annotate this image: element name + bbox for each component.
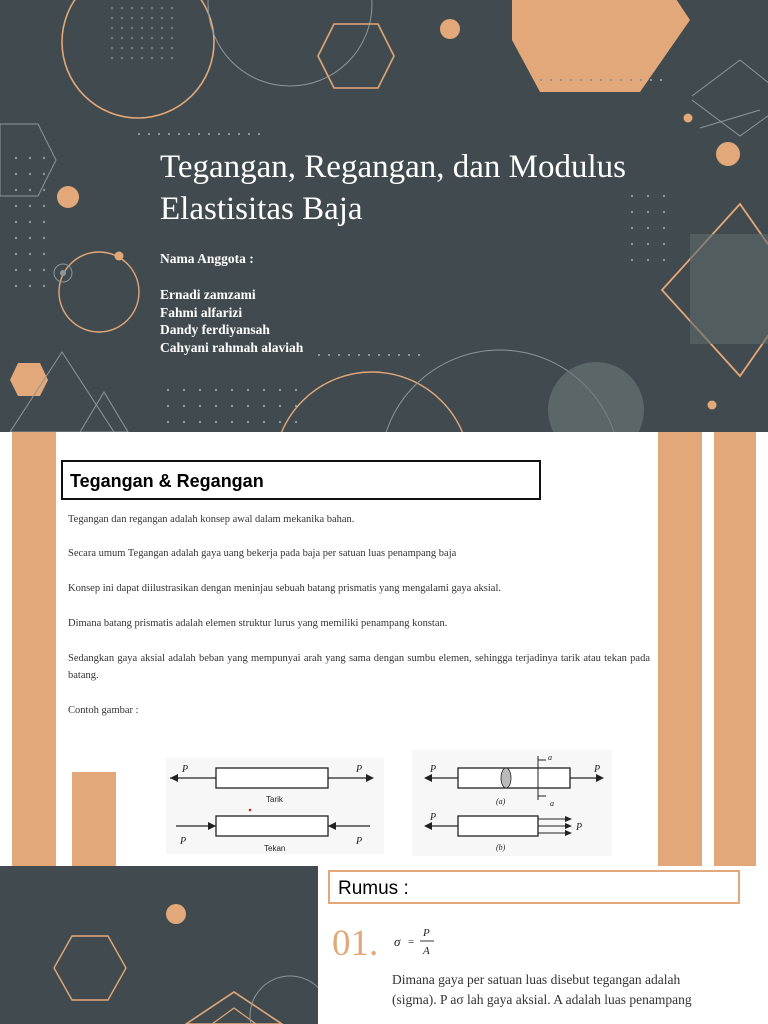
- paragraph: Sedangkan gaya aksial adalah beban yang mempunyai arah yang sama dengan sumbu elemen, sehingga terjadinya tarik atau tekan pada batang.: [68, 653, 650, 681]
- force-label-P: P: [180, 836, 187, 847]
- force-label-P: P: [356, 836, 363, 847]
- deco-circle-large: [62, 0, 214, 118]
- accent-bar-right: [658, 432, 702, 866]
- force-label-P: P: [594, 764, 601, 775]
- decorative-shapes: [0, 866, 318, 1024]
- deco-hexagon-small-filled: [10, 363, 48, 396]
- content-slide: [0, 432, 768, 866]
- deco-orbit: [59, 252, 139, 332]
- member-name: Dandy ferdiyansah: [160, 322, 270, 337]
- title-slide: [0, 0, 768, 432]
- formula-denominator: A: [423, 945, 430, 957]
- deco-hexagon-left: [0, 124, 56, 196]
- formula-description: Dimana gaya per satuan luas disebut tegangan adalah (sigma). P aσ lah gaya aksial. A adalah luas penampang: [392, 972, 692, 1007]
- formula-heading-box: [328, 870, 740, 904]
- deco-circle-grey: [208, 0, 372, 86]
- paragraph: Tegangan dan regangan adalah konsep awal dalam mekanika bahan.: [68, 514, 355, 525]
- deco-dot: [708, 401, 717, 410]
- force-label-P: P: [356, 764, 363, 775]
- deco-dot: [440, 19, 460, 39]
- section-label-a: a: [550, 799, 554, 808]
- member-name: Fahmi alfarizi: [160, 305, 243, 320]
- accent-bar-left: [12, 432, 56, 866]
- tension-label: Tarik: [266, 795, 283, 804]
- section-heading: Tegangan & Regangan: [70, 471, 264, 491]
- paragraph: Secara umum Tegangan adalah gaya uang bekerja pada baja per satuan luas penampang baja: [68, 548, 457, 559]
- force-label-P: P: [576, 822, 583, 833]
- accent-bar-right: [714, 432, 756, 866]
- force-label-P: P: [182, 764, 189, 775]
- deco-dot: [684, 114, 693, 123]
- deco-arc-bottom: [274, 372, 470, 432]
- force-label-P: P: [430, 764, 437, 775]
- deco-hexagon-top: [318, 24, 394, 88]
- formula-numerator: P: [423, 927, 430, 939]
- figure-axial-section: [412, 750, 612, 856]
- item-number: 01.: [332, 923, 379, 964]
- members-label: Nama Anggota :: [160, 251, 254, 266]
- deco-dot: [57, 186, 79, 208]
- formula-heading: Rumus :: [338, 878, 409, 899]
- figure-tension-compression: [166, 758, 384, 854]
- formula-slide-right: [318, 866, 768, 1024]
- compression-label: Tekan: [264, 844, 286, 853]
- section-heading-box: [61, 460, 541, 500]
- formula-sigma: σ: [394, 934, 401, 949]
- stress-formula: [392, 922, 442, 962]
- figure-label-a: (a): [496, 797, 506, 806]
- member-name: Ernadi zamzami: [160, 287, 256, 302]
- force-label-P: P: [430, 812, 437, 823]
- accent-block: [72, 772, 116, 866]
- section-label-a: a: [548, 753, 552, 762]
- slide-title: Tegangan, Regangan, dan Modulus Elastisitas Baja: [160, 149, 626, 227]
- deco-hexagon-filled-top: [512, 0, 690, 92]
- paragraph: Contoh gambar :: [68, 705, 139, 716]
- formula-equals: =: [408, 936, 415, 948]
- formula-slide-left: [0, 866, 318, 1024]
- paragraph: Dimana batang prismatis adalah elemen struktur lurus yang memiliki penampang konstan.: [68, 618, 448, 629]
- figure-label-b: (b): [496, 843, 506, 852]
- member-name: Cahyani rahmah alaviah: [160, 340, 304, 355]
- paragraph: Konsep ini dapat diilustrasikan dengan meninjau sebuah batang prismatis yang mengalami gaya aksial.: [68, 583, 502, 594]
